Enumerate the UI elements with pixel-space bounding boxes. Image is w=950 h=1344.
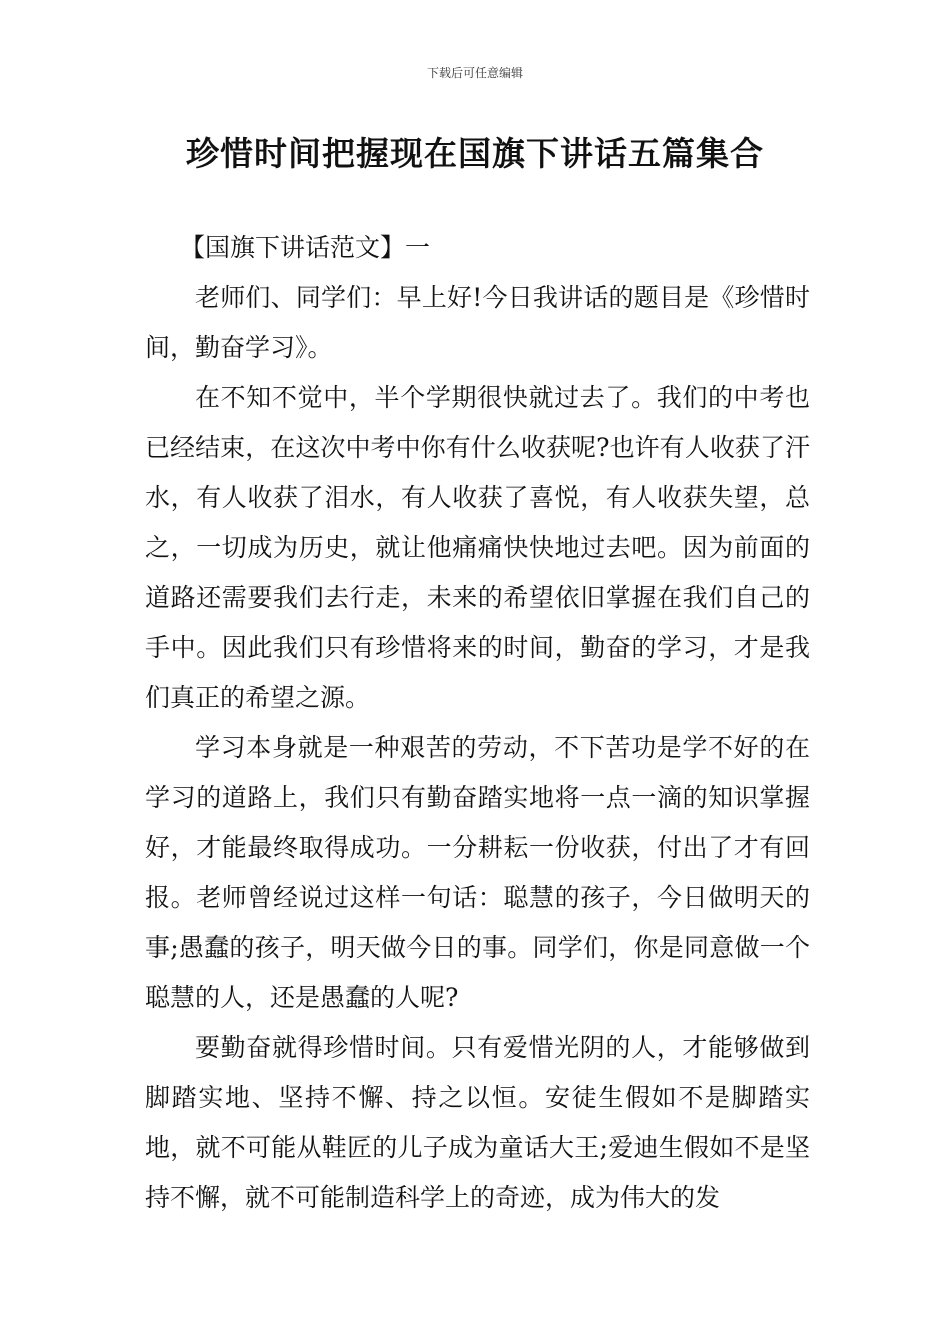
paragraph-greeting: 老师们、同学们：早上好!今日我讲话的题目是《珍惜时间，勤奋学习》。 (145, 283, 810, 362)
document-body (145, 223, 810, 1223)
paragraph-cherish-time: 要勤奋就得珍惜时间。只有爱惜光阴的人，才能够做到脚踏实地、坚持不懈、持之以恒。安徒生假如不是脚踏实地，就不可能从鞋匠的儿子成为童话大王;爱迪生假如不是坚持不懈，就不可能制造科学上的奇迹，成为伟大的发 (145, 1033, 810, 1212)
paragraph-hard-work: 学习本身就是一种艰苦的劳动，不下苦功是学不好的在学习的道路上，我们只有勤奋踏实地将一点一滴的知识掌握好，才能最终取得成功。一分耕耘一份收获，付出了才有回报。老师曾经说过这样一句话：聪慧的孩子，今日做明天的事;愚蠢的孩子，明天做今日的事。同学们，你是同意做一个聪慧的人，还是愚蠢的人呢? (145, 733, 810, 1012)
paragraph-midterm: 在不知不觉中，半个学期很快就过去了。我们的中考也已经结束，在这次中考中你有什么收获呢?也许有人收获了汗水，有人收获了泪水，有人收获了喜悦，有人收获失望，总之，一切成为历史，就让他痛痛快快地过去吧。因为前面的道路还需要我们去行走，未来的希望依旧掌握在我们自己的手中。因此我们只有珍惜将来的时间，勤奋的学习，才是我们真正的希望之源。 (145, 383, 810, 712)
section-label: 【国旗下讲话范文】一 (180, 233, 431, 262)
document-title: 珍惜时间把握现在国旗下讲话五篇集合 (186, 134, 764, 173)
header-note: 下载后可任意编辑 (426, 66, 523, 80)
